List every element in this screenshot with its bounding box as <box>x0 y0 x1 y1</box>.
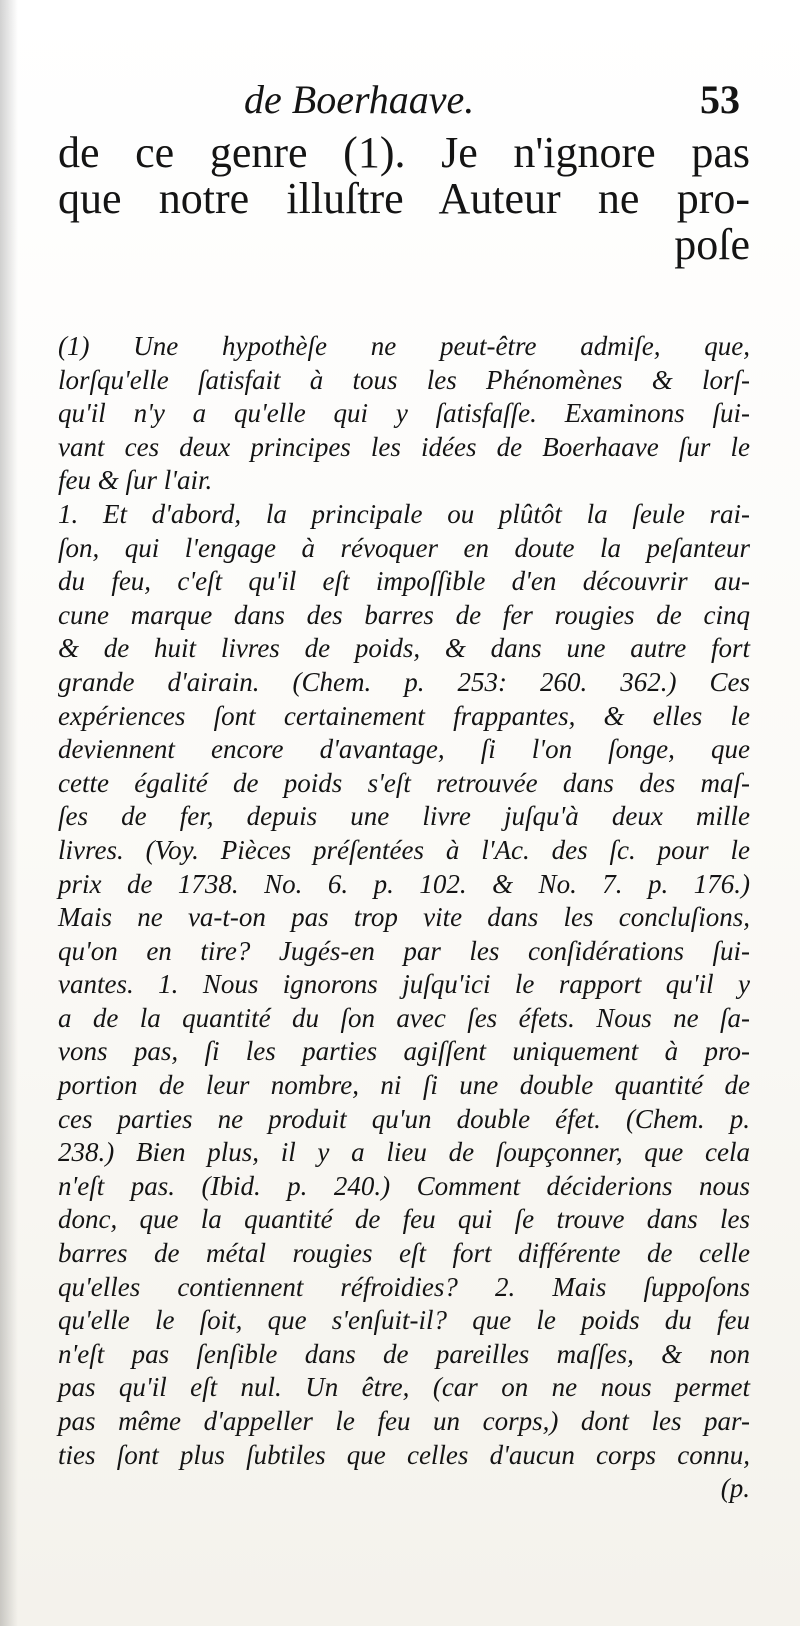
footnote-line: qu'on en tire? Jugés-en par les conſidérations ſui- <box>58 935 750 966</box>
footnote-line: qu'il n'y a qu'elle qui y ſatisfaſſe. Examinons ſui- <box>58 398 750 429</box>
footnote-line: (1) Une hypothèſe ne peut-être admiſe, que, <box>58 331 750 361</box>
footnote-line: livres. (Voy. Pièces préſentées à l'Ac. des ſc. pour le <box>58 834 750 865</box>
footnote-line: a de la quantité du ſon avec ſes éfets. Nous ne ſa- <box>58 1002 750 1033</box>
footnote-line: grande d'airain. (Chem. p. 253: 260. 362.) Ces <box>58 666 750 697</box>
footnote-line: cette égalité de poids s'eſt retrouvée dans des maſ- <box>58 767 750 798</box>
footnote-line: ties ſont plus ſubtiles que celles d'aucun corps connu, <box>58 1439 750 1470</box>
footnote-line: 1. Et d'abord, la principale ou plûtôt la ſeule rai- <box>58 498 750 529</box>
footnote-line: barres de métal rougies eſt fort différente de celle <box>58 1238 750 1269</box>
main-text-line: que notre illuſtre Auteur ne pro- <box>58 174 750 223</box>
footnote-line: & de huit livres de poids, & dans une autre fort <box>58 633 750 664</box>
gutter-shadow <box>0 0 18 1626</box>
footnote-line: vons pas, ſi les parties agiſſent uniquement à pro- <box>58 1036 750 1067</box>
footnote-line: feu & ſur l'air. <box>58 465 213 496</box>
footnote-line: lorſqu'elle ſatisfait à tous les Phénomènes & lorſ- <box>58 364 750 395</box>
footnote-line: prix de 1738. No. 6. p. 102. & No. 7. p. 176.) <box>58 868 750 899</box>
footnote-line: qu'elles contiennent réfroidies? 2. Mais ſuppoſons <box>58 1271 750 1302</box>
footnote-line: ces parties ne produit qu'un double éfet. (Chem. p. <box>58 1103 750 1134</box>
footnote-line: du feu, c'eſt qu'il eſt impoſſible d'en découvrir au- <box>58 566 750 597</box>
footnote-line: vant ces deux principes les idées de Boerhaave ſur le <box>58 431 750 462</box>
footnote-line: portion de leur nombre, ni ſi une double quantité de <box>58 1070 750 1101</box>
footnote-line: cune marque dans des barres de fer rougies de cinq <box>58 599 750 630</box>
footnote-line: vantes. 1. Nous ignorons juſqu'ici le rapport qu'il y <box>58 969 750 1000</box>
running-head <box>58 70 740 130</box>
footnote-line: ſes de fer, depuis une livre juſqu'à deux mille <box>58 801 750 832</box>
footnote-line: ſon, qui l'engage à révoquer en doute la peſanteur <box>58 532 750 563</box>
running-title: de Boerhaave. <box>244 77 475 122</box>
footnote-line: pas même d'appeller le feu un corps,) dont les par- <box>58 1406 750 1436</box>
footnote-line: deviennent encore d'avantage, ſi l'on ſonge, que <box>58 734 750 765</box>
footnote-line: donc, que la quantité de feu qui ſe trouve dans les <box>58 1204 750 1235</box>
footnote-line: n'eſt pas ſenſible dans de pareilles maſſes, & non <box>58 1338 750 1369</box>
footnote-line: Mais ne va-t-on pas trop vite dans les concluſions, <box>58 902 750 933</box>
footnote-line: pas qu'il eſt nul. Un être, (car on ne nous permet <box>58 1372 750 1403</box>
footnote-line: n'eſt pas. (Ibid. p. 240.) Comment déciderions nous <box>58 1170 750 1201</box>
main-text-line: de ce genre (1). Je n'ignore pas <box>58 128 750 177</box>
footnote-line: 238.) Bien plus, il y a lieu de ſoupçonner, que cela <box>58 1137 750 1168</box>
page-number: 53 <box>700 77 740 122</box>
footnote <box>58 330 750 1506</box>
main-text-line: poſe <box>674 220 750 269</box>
catchword: (p. <box>720 1473 750 1504</box>
footnote-line: expériences ſont certainement frappantes, & elles le <box>58 700 750 731</box>
main-text <box>58 130 750 268</box>
footnote-line: qu'elle le ſoit, que s'enſuit-il? que le poids du feu <box>58 1305 750 1336</box>
